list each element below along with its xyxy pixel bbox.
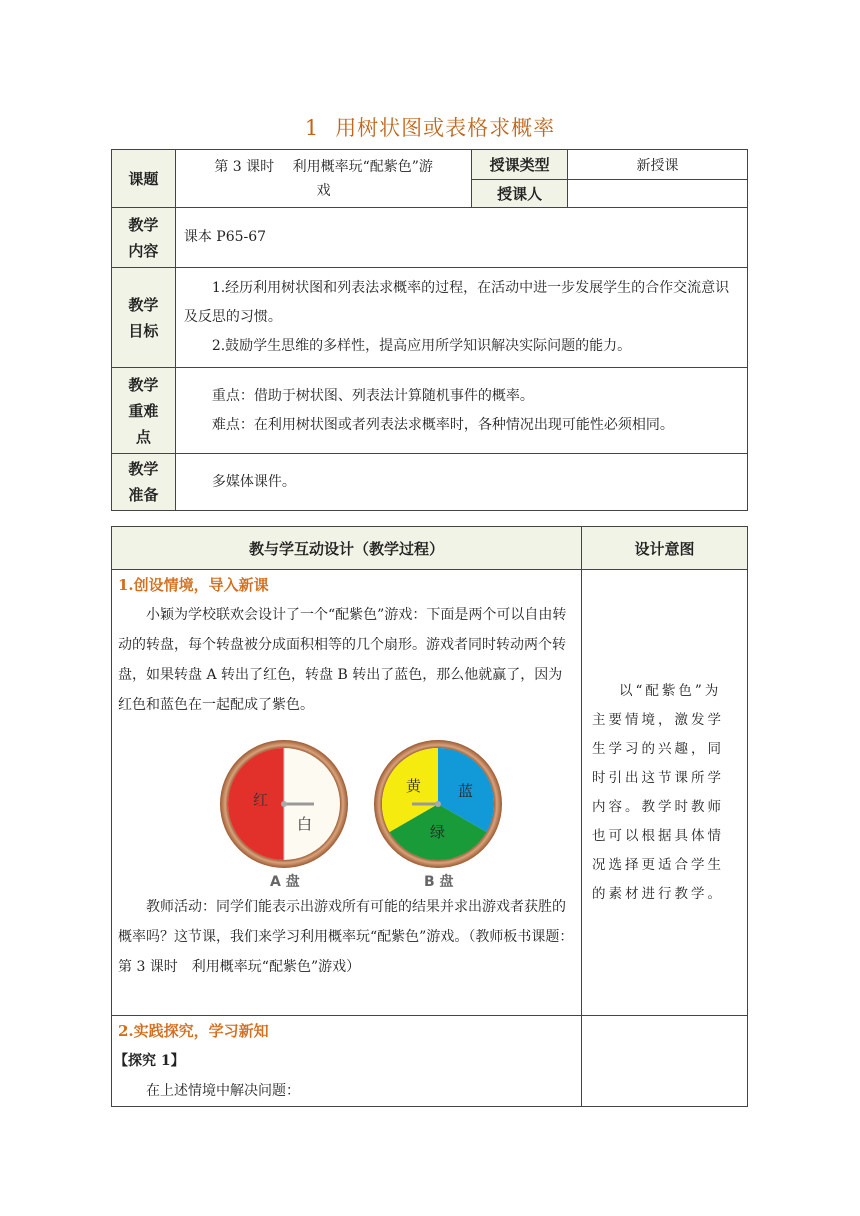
prep-label: 教学准备	[112, 454, 176, 511]
section1-cell	[112, 570, 582, 1016]
wheel-b-yellow-label: 黄	[406, 777, 422, 795]
title-text: 用树状图或表格求概率	[335, 116, 556, 140]
page-title	[0, 112, 860, 142]
spinner-figure	[112, 728, 581, 888]
keypoint: 重点：借助于树状图、列表法计算随机事件的概率。	[211, 387, 534, 404]
title-number: 1	[304, 116, 320, 140]
type-label: 授课类型	[472, 150, 568, 180]
design-intent-text: 以“配紫色”为主要情境，激发学生学习的兴趣，同时引出这节课所学内容。教学时教师也可以根据具体情况选择更适合学生的素材进行教学。	[592, 682, 724, 902]
lesson-info-table	[111, 149, 748, 511]
section2-intent-cell	[582, 1016, 748, 1107]
process-table	[111, 526, 748, 1107]
wheel-b-green-label: 绿	[430, 823, 446, 841]
teacher-label: 授课人	[472, 180, 568, 208]
explore1-text: 在上述情境中解决问题：	[146, 1083, 300, 1099]
goals-value	[175, 268, 747, 368]
section1-title: 1.创设情境，导入新课	[118, 576, 269, 594]
content-label: 教学内容	[112, 208, 176, 268]
type-value: 新授课	[567, 150, 747, 180]
topic-value-line2: 戏	[316, 182, 331, 199]
teacher-activity: 教师活动：同学们能表示出游戏所有可能的结果并求出游戏者获胜的概率吗？这节课，我们来学习利用概率玩“配紫色”游戏。（教师板书课题： 第 3 课时 利用概率玩“配紫色”游戏）	[118, 899, 574, 975]
intent-header: 设计意图	[582, 527, 748, 570]
difficulty: 难点：在利用树状图或者列表法求概率时，各种情况出现可能性必须相同。	[211, 416, 674, 433]
wheel-a	[220, 740, 348, 868]
prep-value: 多媒体课件。	[175, 454, 747, 511]
topic-label: 课题	[112, 150, 176, 208]
goal-1: 1.经历利用树状图和列表法求概率的过程，在活动中进一步发展学生的合作交流意识及反思的习惯。	[183, 280, 730, 325]
content-value: 课本 P65-67	[175, 208, 747, 268]
goal-2: 2.鼓励学生思维的多样性，提高应用所学知识解决实际问题的能力。	[211, 338, 632, 354]
wheel-b-blue-label: 蓝	[458, 782, 474, 800]
process-header: 教与学互动设计（教学过程）	[112, 527, 582, 570]
goals-label: 教学目标	[112, 268, 176, 368]
section2-cell	[112, 1016, 582, 1107]
keypoints-label: 教学重难点	[112, 368, 176, 454]
wheel-a-white-label: 白	[297, 815, 313, 833]
wheel-a-caption: A 盘	[270, 874, 300, 890]
wheel-b-caption: B 盘	[424, 874, 454, 890]
wheel-b	[374, 740, 502, 868]
section2-title: 2.实践探究，学习新知	[118, 1022, 269, 1040]
keypoints-value	[175, 368, 747, 454]
topic-value-line1: 第 3 课时 利用概率玩“配紫色”游	[214, 158, 433, 175]
wheel-a-red-label: 红	[253, 791, 269, 809]
teacher-value	[567, 180, 747, 208]
design-intent-cell	[582, 570, 748, 1016]
topic-value	[175, 150, 472, 208]
explore1-label: 【探究 1】	[114, 1053, 185, 1069]
spinners-svg	[112, 728, 581, 888]
section1-paragraph: 小颖为学校联欢会设计了一个“配紫色”游戏：下面是两个可以自由转动的转盘，每个转盘被分成面积相等的几个扇形。游戏者同时转动两个转盘，如果转盘 A 转出了红色，转盘 B 转出了蓝色，那么他就赢了，因为红色和蓝色在一起配成了紫色。	[118, 607, 567, 713]
